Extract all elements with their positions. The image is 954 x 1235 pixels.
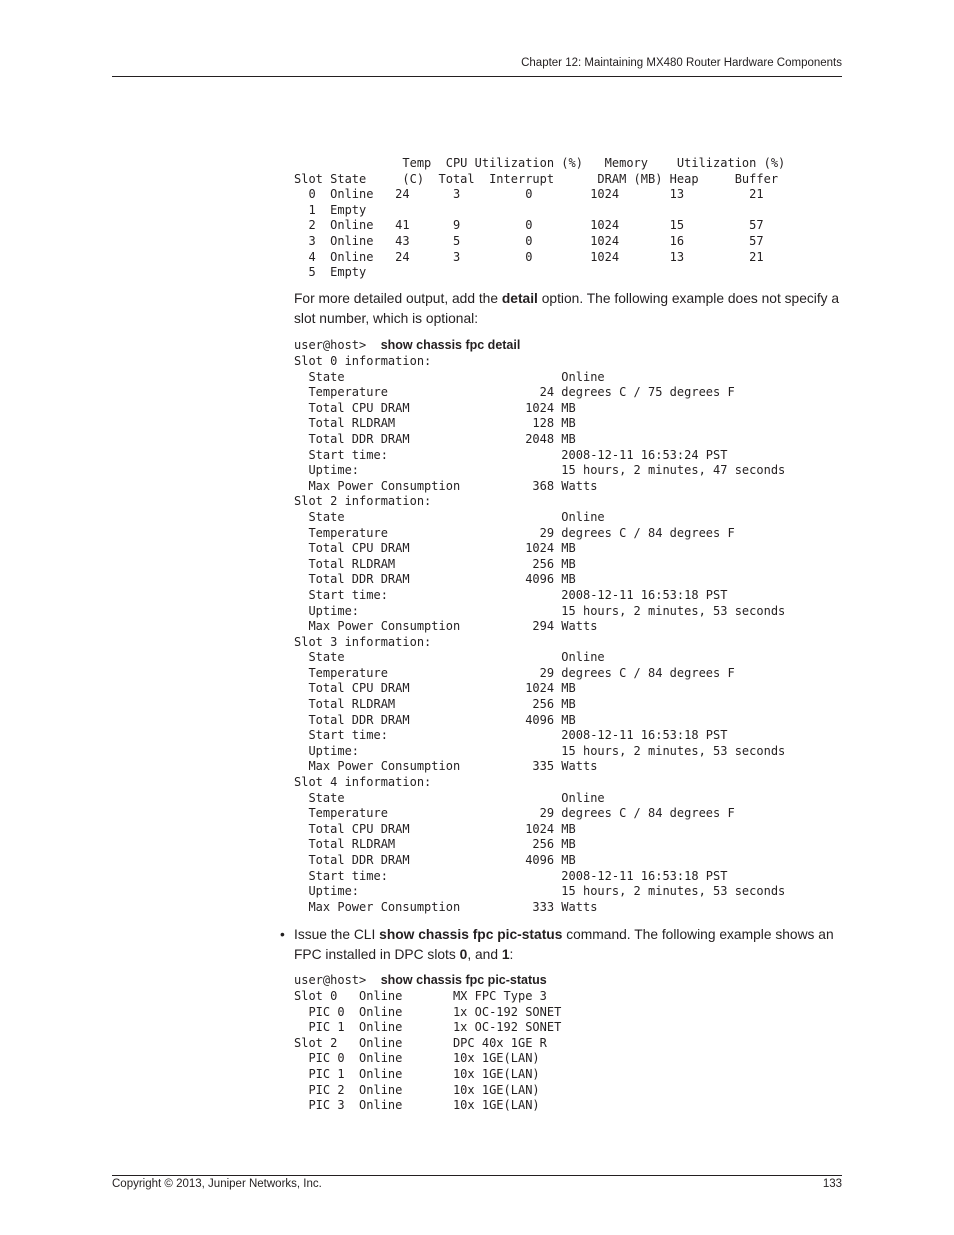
pic-status-paragraph: Issue the CLI show chassis fpc pic-status command. The following example shows an FPC installed in DPC slots 0, and 1:: [294, 927, 834, 962]
bullet-marker: •: [280, 927, 285, 942]
header-rule: [112, 76, 842, 77]
cli-command: show chassis fpc pic-status: [380, 973, 547, 987]
detail-paragraph: For more detailed output, add the detail option. The following example does not specify a slot number, which is optional:: [294, 291, 840, 326]
command-line-pic-status: [294, 973, 547, 989]
footer-rule: [112, 1175, 842, 1176]
detail-option: detail: [501, 291, 538, 306]
cli-prompt: user@host>: [294, 973, 381, 987]
fpc-summary-table: Temp CPU Utilization (%) Memory Utilization (%) Slot State (C) Total Interrupt DRAM (MB) Heap Buffer 0 Online 24 3 0 1024 13 21 1 Empty 2 Online 41 9 0 1024 15 57 3 Online 43 5 0 1024 16 57 4 Online 24 3 0 1024 13 21 5 Empty: [294, 156, 786, 280]
command-line-detail: [294, 338, 520, 354]
page-number: 133: [822, 1178, 842, 1190]
copyright: Copyright © 2013, Juniper Networks, Inc.: [112, 1178, 322, 1190]
page-footer: [112, 1178, 842, 1190]
cli-prompt: user@host>: [294, 338, 381, 352]
cli-command: show chassis fpc detail: [380, 338, 521, 352]
fpc-detail-output: Slot 0 information: State Online Temperature 24 degrees C / 75 degrees F Total CPU DRAM 1024 MB Total RLDRAM 128 MB Total DDR DRAM 2048 MB Start time: 2008-12-11 16:53:24 PST Uptime: 15 hours, 2 minutes, 47 seconds Max Power Consumption 368 Watts Slot 2 information: State Online Temperature 29 degrees C / 84 degrees F Total CPU DRAM 1024 MB Total RLDRAM 256 MB Total DDR DRAM 4096 MB Start time: 2008-12-11 16:53:18 PST Uptime: 15 hours, 2 minutes, 53 seconds Max Power Consumption 294 Watts Slot 3 information: State Online Temperature 29 degrees C / 84 degrees F Total CPU DRAM 1024 MB Total RLDRAM 256 MB Total DDR DRAM 4096 MB Start time: 2008-12-11 16:53:18 PST Uptime: 15 hours, 2 minutes, 53 seconds Max Power Consumption 335 Watts Slot 4 information: State Online Temperature 29 degrees C / 84 degrees F Total CPU DRAM 1024 MB Total RLDRAM 256 MB Total DDR DRAM 4096 MB Start time: 2008-12-11 16:53:18 PST Uptime: 15 hours, 2 minutes, 53 seconds Max Power Consumption 333 Watts: [294, 354, 786, 914]
running-header: Chapter 12: Maintaining MX480 Router Hardware Components: [521, 57, 842, 69]
pic-status-output: Slot 0 Online MX FPC Type 3 PIC 0 Online 1x OC-192 SONET PIC 1 Online 1x OC-192 SONET Slot 2 Online DPC 40x 1GE R PIC 0 Online 10x 1GE(LAN) PIC 1 Online 10x 1GE(LAN) PIC 2 Online 10x 1GE(LAN) PIC 3 Online 10x 1GE(LAN): [294, 989, 562, 1113]
